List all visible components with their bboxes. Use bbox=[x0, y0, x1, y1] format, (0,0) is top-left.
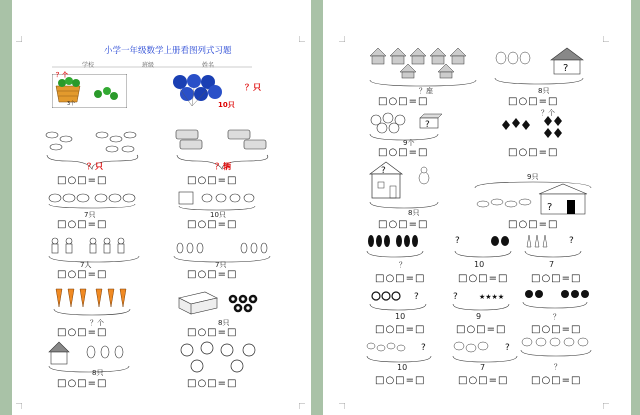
box-animals-image bbox=[177, 190, 257, 212]
balls-image bbox=[453, 233, 515, 263]
corner-mark bbox=[299, 36, 305, 42]
equation-blank[interactable]: □○□=□ bbox=[57, 327, 108, 338]
fish-question: ？只 bbox=[87, 162, 103, 171]
corner-mark bbox=[603, 403, 609, 409]
svg-text:?: ? bbox=[425, 120, 430, 130]
box-label: 10只 bbox=[210, 211, 226, 219]
svg-text:?: ? bbox=[547, 202, 553, 213]
worksheet-title: 小学一年级数学上册看图列式习题 bbox=[104, 46, 232, 56]
equation-blank[interactable]: □○□=□ bbox=[531, 273, 582, 284]
rabbits-group-image bbox=[519, 334, 595, 362]
equation-blank[interactable]: □○□=□ bbox=[187, 378, 238, 389]
corner-mark bbox=[339, 36, 345, 42]
q-penguins: ？ bbox=[399, 261, 406, 269]
equation-blank[interactable]: □○□=□ bbox=[57, 219, 108, 230]
gift-box-and-rings-image bbox=[177, 290, 267, 318]
house-label: 8只 bbox=[92, 369, 104, 377]
car-question: ？辆 bbox=[215, 162, 231, 171]
equation-blank[interactable]: □○□=□ bbox=[531, 324, 582, 335]
equation-blank[interactable]: □○□=□ bbox=[378, 219, 429, 230]
birds-label: 8只 bbox=[538, 87, 550, 95]
v-10b: 10 bbox=[395, 312, 406, 321]
svg-text:?: ? bbox=[569, 236, 574, 246]
corner-mark bbox=[299, 403, 305, 409]
house-and-pets-image bbox=[47, 340, 132, 376]
v-7b: 7 bbox=[480, 363, 486, 372]
fish-total-label: 9只 bbox=[527, 173, 539, 181]
corner-mark bbox=[16, 403, 22, 409]
equation-blank[interactable]: □○□=□ bbox=[508, 96, 559, 107]
diamonds-image bbox=[498, 112, 578, 144]
svg-text:?: ? bbox=[505, 343, 510, 353]
kids-label: 7人 bbox=[80, 261, 92, 269]
equation-blank[interactable]: □○□=□ bbox=[375, 273, 426, 284]
name-label: 姓名 bbox=[202, 62, 215, 69]
stars-image bbox=[451, 288, 513, 318]
houses-image bbox=[368, 46, 478, 88]
house-big-label: 8只 bbox=[408, 209, 420, 217]
svg-text:?: ? bbox=[455, 236, 460, 246]
v-9: 9 bbox=[476, 312, 482, 321]
worksheet-page-right bbox=[323, 0, 631, 415]
class-label: 班级 bbox=[142, 62, 155, 69]
fruit-basket-image bbox=[52, 74, 127, 108]
cats-image bbox=[177, 340, 267, 376]
v-10a: 10 bbox=[474, 260, 485, 269]
dogs-image bbox=[451, 340, 521, 368]
birds-and-house-image bbox=[493, 46, 588, 88]
corner-mark bbox=[603, 36, 609, 42]
children-image bbox=[47, 236, 142, 264]
corner-mark bbox=[16, 36, 22, 42]
equation-blank[interactable]: □○□=□ bbox=[187, 269, 238, 280]
equation-blank[interactable]: □○□=□ bbox=[57, 175, 108, 186]
corner-mark bbox=[339, 403, 345, 409]
equation-blank[interactable]: □○□=□ bbox=[187, 219, 238, 230]
balloons-image bbox=[170, 72, 250, 108]
equation-blank[interactable]: □○□=□ bbox=[375, 324, 426, 335]
carrots-image bbox=[52, 285, 132, 317]
small-animals-image bbox=[47, 190, 137, 212]
equation-blank[interactable]: □○□=□ bbox=[57, 269, 108, 280]
equation-blank[interactable]: □○□=□ bbox=[508, 147, 559, 158]
rockets-image bbox=[523, 233, 585, 263]
equation-blank[interactable]: □○□=□ bbox=[378, 147, 429, 158]
basket-top-label: ？个 bbox=[56, 72, 69, 79]
svg-text:?: ? bbox=[453, 292, 458, 302]
equation-blank[interactable]: □○□=□ bbox=[57, 378, 108, 389]
equation-blank[interactable]: □○□=□ bbox=[375, 375, 426, 386]
equation-blank[interactable]: □○□=□ bbox=[187, 327, 238, 338]
diamond-label: ？个 bbox=[541, 109, 555, 117]
balloon-total: 10只 bbox=[218, 101, 235, 109]
equation-blank[interactable]: □○□=□ bbox=[456, 324, 507, 335]
equation-blank[interactable]: □○□=□ bbox=[187, 175, 238, 186]
equation-blank[interactable]: □○□=□ bbox=[458, 273, 509, 284]
houses-label: ？座 bbox=[419, 87, 433, 95]
rabbits-label: 7只 bbox=[215, 261, 227, 269]
equation-blank[interactable]: □○□=□ bbox=[531, 375, 582, 386]
v-10c: 10 bbox=[397, 363, 408, 372]
svg-text:?: ? bbox=[381, 166, 386, 176]
q-splats: ？ bbox=[553, 313, 560, 321]
info-underline bbox=[52, 66, 252, 69]
rings-label: 8只 bbox=[218, 319, 230, 327]
balloon-question: ？只 bbox=[245, 83, 261, 92]
school-label: 学校 bbox=[82, 62, 95, 69]
animals-label: 7只 bbox=[84, 211, 96, 219]
penguins-image bbox=[365, 233, 427, 271]
worksheet-page-left bbox=[12, 0, 311, 415]
q-rabbits: ？ bbox=[554, 363, 561, 371]
equation-blank[interactable]: □○□=□ bbox=[508, 219, 559, 230]
basket-bottom-label: 3个 bbox=[67, 101, 76, 107]
svg-text:?: ? bbox=[414, 292, 419, 302]
svg-text:★★★★: ★★★★ bbox=[479, 293, 505, 301]
svg-text:?: ? bbox=[421, 343, 426, 353]
gift-label: ？个 bbox=[90, 319, 104, 327]
svg-text:?: ? bbox=[563, 63, 569, 74]
eggs-label: 9个 bbox=[403, 139, 415, 147]
equation-blank[interactable]: □○□=□ bbox=[458, 375, 509, 386]
v-7a: 7 bbox=[549, 260, 555, 269]
equation-blank[interactable]: □○□=□ bbox=[378, 96, 429, 107]
big-house-image bbox=[368, 160, 448, 210]
